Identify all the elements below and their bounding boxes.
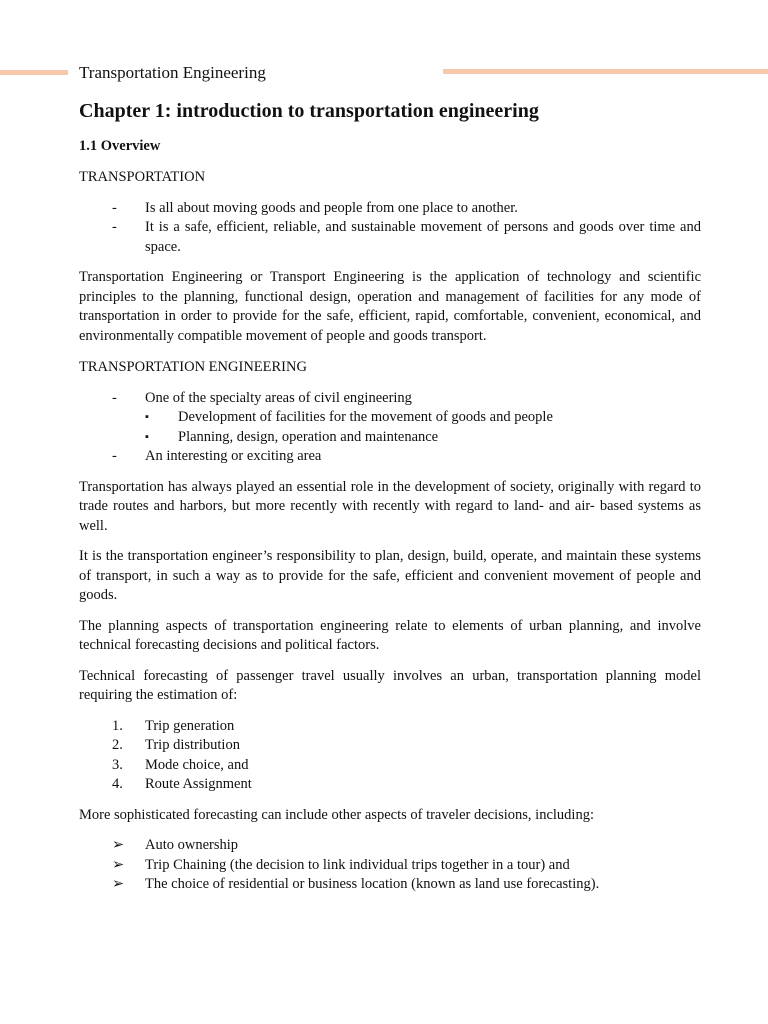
history-paragraph: Transportation has always played an essential role in the development of society, originally with regard to trade routes and harbors, but more recently with recently with regard to land- and air- based systems as well. [79,478,701,534]
steps-list [79,717,701,795]
list-item: - An interesting or exciting area [79,447,701,467]
responsibility-paragraph: It is the transportation engineer’s responsibility to plan, design, build, operate, and maintain these systems of transport, in such a way as to provide for the safe, efficient and convenient movement of people and goods. [79,548,701,603]
forecasting-paragraph: Technical forecasting of passenger travel usually involves an urban, transportation planning model requiring the estimation of: [79,667,701,703]
list-item: 3. Mode choice, and [112,756,249,773]
arrow-bullet-icon: ➢ [112,837,125,853]
square-bullet-icon: ▪ [145,411,149,423]
arrow-bullet-icon: ➢ [112,856,125,873]
chapter-title: Chapter 1: introduction to transportation engineering [79,100,539,122]
dash-marker: - [112,448,117,464]
list-item: 1. Trip generation [112,717,235,734]
list-item: - One of the specialty areas of civil engineering ▪ Development of facilities for the movement of goods and people ▪ Planning, design, operation and maintenance [79,389,701,448]
transportation-list [79,199,701,258]
dash-marker: - [112,199,117,216]
list-item: ➢ Auto ownership [79,836,701,856]
list-item: ➢ The choice of residential or business location (known as land use forecasting). [79,875,701,895]
sublist-item: ▪ Planning, design, operation and maintenance [79,428,701,448]
engineering-heading: TRANSPORTATION ENGINEERING [79,359,307,375]
engineering-list [79,389,701,467]
arrow-bullet-icon: ➢ [112,876,125,892]
dash-marker: - [112,389,117,406]
planning-paragraph: The planning aspects of transportation engineering relate to elements of urban planning, and involve technical forecasting decisions and political factors. [79,617,701,653]
header-rule-right [443,69,768,74]
document-body [79,96,701,895]
engineering-sublist [145,408,701,447]
sophisticated-paragraph: More sophisticated forecasting can include other aspects of traveler decisions, including: [79,806,594,823]
running-header: Transportation Engineering [79,63,266,82]
list-item: - It is a safe, efficient, reliable, and sustainable movement of persons and goods over time and space. [112,219,701,255]
decisions-list [79,836,701,895]
transportation-heading: TRANSPORTATION [79,169,206,185]
square-bullet-icon: ▪ [145,430,149,443]
definition-paragraph: Transportation Engineering or Transport Engineering is the application of technology and scientific principles to the planning, functional design, operation and management of facilities for any mode of transportation in order to provide for the safe, efficient, rapid, comfortable, convenient, economical, and environmentally compatible movement of people and goods transport. [79,269,701,344]
dash-marker: - [112,219,117,235]
section-title: 1.1 Overview [79,138,161,154]
sublist-item: ▪ Development of facilities for the movement of goods and people [79,408,701,428]
list-item: 4. Route Assignment [112,776,252,792]
list-item: - Is all about moving goods and people from one place to another. [79,199,701,219]
list-item: ➢ Trip Chaining (the decision to link individual trips together in a tour) and [79,856,701,876]
list-item: 2. Trip distribution [112,737,240,753]
header-rule-left [0,70,68,75]
